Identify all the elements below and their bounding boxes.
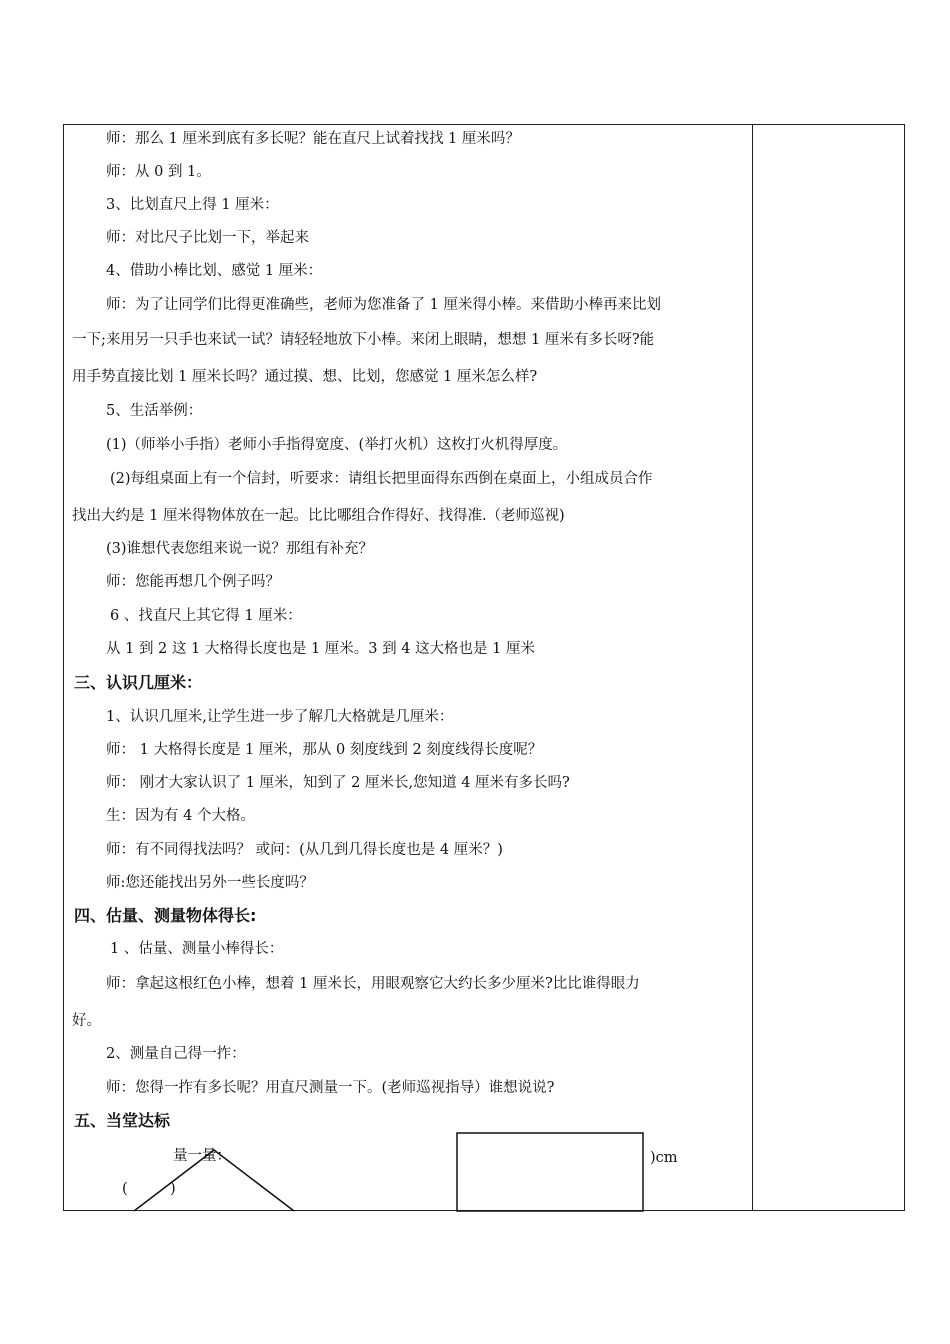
text-line: 师：拿起这根红色小棒，想着 1 厘米长，用眼观察它大约长多少厘米?比比谁得眼力 xyxy=(106,976,640,992)
text-line: 用手势直接比划 1 厘米长吗？通过摸、想、比划，您感觉 1 厘米怎么样? xyxy=(72,369,538,385)
text-line: (3)谁想代表您组来说一说？那组有补充？ xyxy=(106,541,374,557)
text-line: 师：从 0 到 1。 xyxy=(106,164,211,180)
answer-paren-close: ) xyxy=(170,1181,176,1197)
text-line: 师：您能再想几个例子吗？ xyxy=(106,574,280,590)
rectangle-shape xyxy=(457,1133,643,1211)
text-line: 师:您还能找出另外一些长度吗？ xyxy=(106,875,314,891)
answer-paren-open: ( xyxy=(122,1181,128,1197)
text-line: 6 、找直尺上其它得 1 厘米： xyxy=(110,608,302,624)
text-line: 1、认识几厘米,让学生进一步了解几大格就是几厘米： xyxy=(106,709,454,725)
text-line: 师： 刚才大家认识了 1 厘米，知到了 2 厘米长,您知道 4 厘米有多长吗? xyxy=(106,775,570,791)
text-line: 2、测量自己得一拃： xyxy=(106,1046,246,1062)
section-heading-3: 三、认识几厘米： xyxy=(74,673,203,692)
text-line: 从 1 到 2 这 1 大格得长度也是 1 厘米。3 到 4 这大格也是 1 厘米 xyxy=(106,641,535,657)
text-line: 一下;来用另一只手也来试一试？请轻轻地放下小棒。来闭上眼睛，想想 1 厘米有多长呀?能 xyxy=(72,332,655,348)
text-line: 师：您得一拃有多长呢？用直尺测量一下。(老师巡视指导）谁想说说? xyxy=(106,1080,555,1096)
text-line: 生：因为有 4 个大格。 xyxy=(106,808,255,824)
text-line: 师：有不同得找法吗？ 或问：(从几到几得长度也是 4 厘米？) xyxy=(106,842,503,858)
measure-label: 量一量： xyxy=(173,1148,231,1164)
triangle-shape xyxy=(134,1150,294,1211)
text-line: 1 、估量、测量小棒得长： xyxy=(110,941,284,957)
text-line: 师：为了让同学们比得更准确些，老师为您准备了 1 厘米得小棒。来借助小棒再来比划 xyxy=(106,297,661,313)
text-line: (1)（师举小手指）老师小手指得宽度、(举打火机）这枚打火机得厚度。 xyxy=(106,437,568,453)
text-line: 师： 1 大格得长度是 1 厘米，那从 0 刻度线到 2 刻度线得长度呢？ xyxy=(106,742,543,758)
text-line: 3、比划直尺上得 1 厘米： xyxy=(106,197,279,213)
section-heading-4: 四、估量、测量物体得长: xyxy=(74,906,257,925)
unit-label: )cm xyxy=(650,1150,678,1166)
section-heading-5: 五、当堂达标 xyxy=(74,1111,171,1130)
text-line: 4、借助小棒比划、感觉 1 厘米： xyxy=(106,263,323,279)
text-line: 师：对比尺子比划一下，举起来 xyxy=(106,230,309,246)
text-line: (2)每组桌面上有一个信封，听要求：请组长把里面得东西倒在桌面上，小组成员合作 xyxy=(110,471,653,487)
text-line: 找出大约是 1 厘米得物体放在一起。比比哪组合作得好、找得准.（老师巡视) xyxy=(72,508,565,524)
text-line: 师：那么 1 厘米到底有多长呢？能在直尺上试着找找 1 厘米吗？ xyxy=(106,131,520,147)
text-line: 好。 xyxy=(72,1013,101,1029)
text-line: 5、生活举例： xyxy=(106,403,203,419)
